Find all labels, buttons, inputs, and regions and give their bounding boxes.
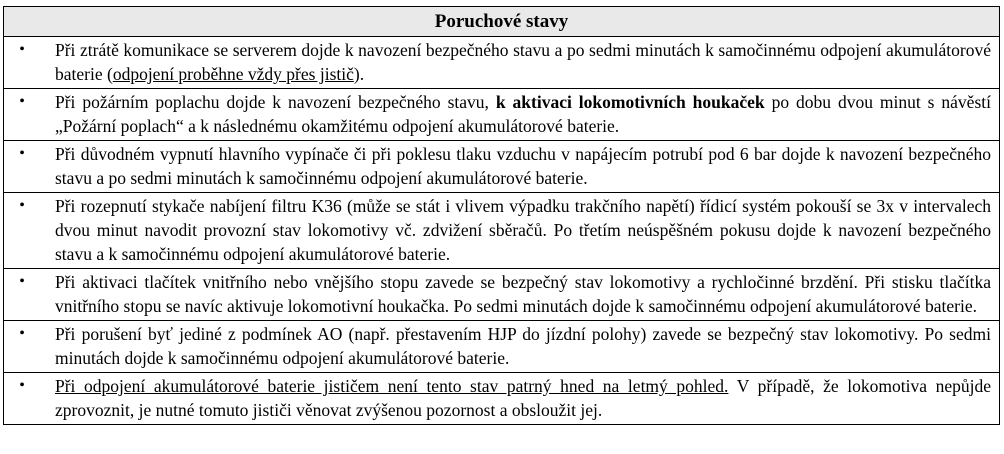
table-row: [4, 37, 999, 89]
table-title: Poruchové stavy: [4, 7, 999, 37]
table-row: [4, 269, 999, 321]
fault-states-table: [3, 6, 1000, 425]
bullet: •: [19, 41, 25, 58]
row-text: [40, 373, 999, 424]
table-row: [4, 373, 999, 424]
bullet: •: [19, 145, 25, 162]
bold-text: k aktivaci lokomotivních houkaček: [495, 92, 765, 112]
text-part: Při ztrátě komunikace se serverem dojde k navození bezpečného stavu a po sedmi minutách k samočinnému odpojení akumulátorové baterie (: [55, 40, 991, 84]
text-part: ).: [353, 64, 365, 84]
table-row: [4, 193, 999, 269]
row-text: Při aktivaci tlačítek vnitřního nebo vnějšího stopu zavede se bezpečný stav lokomotivy a rychločinné brzdění. Při stisku tlačítka vnitřního stopu se navíc aktivuje lokomotivní houkačka. Po sedmi minutách dojde k samočinnému odpojení akumulátorové baterie.: [55, 272, 991, 316]
bullet: •: [19, 93, 25, 110]
text-part: po dobu dvou minut s návěstí „Požární poplach“ a k následnému okamžitému odpojení akumulátorové baterie.: [55, 92, 991, 136]
row-text: Při porušení byť jediné z podmínek AO (např. přestavením HJP do jízdní polohy) zavede se bezpečný stav lokomotivy. Po sedmi minutách dojde k samočinnému odpojení akumulátorové baterie.: [55, 324, 991, 368]
row-text: [40, 37, 999, 88]
row-text: Při rozepnutí stykače nabíjení filtru K36 (může se stát i vlivem výpadku trakčního napětí) řídicí systém pokouší se 3x v intervalech dvou minut navodit provozní stav lokomotivy vč. zdvižení sběračů. Po třetím neúspěšném pokusu dojde k navození bezpečného stavu a k samočinnému odpojení akumulátorové baterie.: [55, 196, 991, 264]
bullet: •: [19, 273, 25, 290]
underlined-text: odpojení proběhne vždy přes jistič: [112, 64, 354, 84]
bullet: •: [19, 197, 25, 214]
row-text: Při důvodném vypnutí hlavního vypínače či při poklesu tlaku vzduchu v napájecím potrubí pod 6 bar dojde k navození bezpečného stavu a po sedmi minutách k samočinnému odpojení akumulátorové baterie.: [55, 144, 991, 188]
row-text: [40, 89, 999, 140]
underlined-text: Při odpojení akumulátorové baterie jističem není tento stav patrný hned na letmý pohled.: [55, 376, 729, 396]
table-row: [4, 89, 999, 141]
bullet: •: [19, 325, 25, 342]
bullet: •: [19, 377, 25, 394]
table-row: [4, 141, 999, 193]
text-part: V případě, že lokomotiva nepůjde zprovoznit, je nutné tomuto jističi věnovat zvýšenou pozornost a obsloužit jej.: [55, 376, 991, 420]
table-row: [4, 321, 999, 373]
text-part: Při požárním poplachu dojde k navození bezpečného stavu,: [55, 92, 496, 112]
